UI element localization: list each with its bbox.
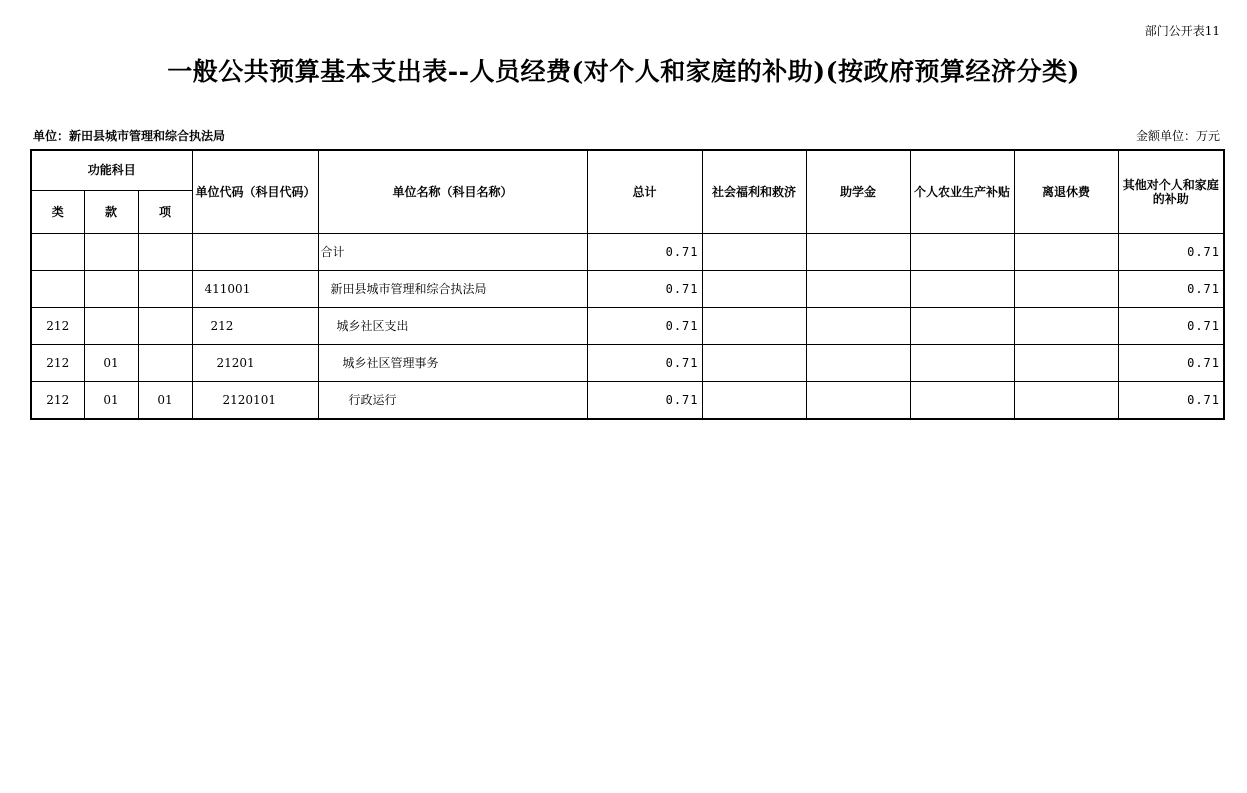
cell-agri (910, 233, 1014, 270)
cell-social (702, 344, 806, 381)
table-row (31, 307, 1224, 344)
header-total: 总计 (587, 150, 702, 233)
cell-kuan: 01 (84, 344, 138, 381)
cell-retire (1014, 381, 1118, 419)
cell-social (702, 307, 806, 344)
cell-kuan (84, 270, 138, 307)
cell-retire (1014, 307, 1118, 344)
cell-scholarship (806, 270, 910, 307)
form-number: 部门公开表11 (1144, 24, 1220, 38)
cell-code: 2120101 (192, 381, 318, 419)
cell-other: 0.71 (1118, 381, 1224, 419)
cell-retire (1014, 270, 1118, 307)
cell-xiang (138, 270, 192, 307)
cell-total: 0.71 (587, 233, 702, 270)
cell-scholarship (806, 233, 910, 270)
cell-scholarship (806, 344, 910, 381)
amount-unit-label: 金额单位：万元 (1135, 129, 1220, 143)
expenditure-table (30, 149, 1225, 420)
header-function-subject: 功能科目 (31, 150, 192, 190)
cell-name: 行政运行 (318, 381, 587, 419)
cell-agri (910, 381, 1014, 419)
table-row (31, 270, 1224, 307)
unit-label: 单位：新田县城市管理和综合执法局 (33, 129, 226, 143)
cell-scholarship (806, 381, 910, 419)
header-kuan: 款 (84, 190, 138, 233)
cell-kuan (84, 307, 138, 344)
cell-other: 0.71 (1118, 233, 1224, 270)
cell-name: 新田县城市管理和综合执法局 (318, 270, 587, 307)
cell-total: 0.71 (587, 344, 702, 381)
cell-other: 0.71 (1118, 270, 1224, 307)
header-unit-code: 单位代码（科目代码） (192, 150, 318, 233)
cell-scholarship (806, 307, 910, 344)
header-other: 其他对个人和家庭的补助 (1118, 150, 1224, 233)
cell-code: 21201 (192, 344, 318, 381)
cell-lei: 212 (31, 381, 84, 419)
cell-lei (31, 270, 84, 307)
header-retirement: 离退休费 (1014, 150, 1118, 233)
table-row (31, 344, 1224, 381)
cell-agri (910, 344, 1014, 381)
cell-code (192, 233, 318, 270)
cell-name: 城乡社区管理事务 (318, 344, 587, 381)
header-scholarship: 助学金 (806, 150, 910, 233)
cell-other: 0.71 (1118, 344, 1224, 381)
cell-code: 212 (192, 307, 318, 344)
cell-code: 411001 (192, 270, 318, 307)
cell-lei: 212 (31, 307, 84, 344)
cell-kuan (84, 233, 138, 270)
cell-retire (1014, 344, 1118, 381)
cell-xiang (138, 307, 192, 344)
table-row (31, 381, 1224, 419)
cell-lei: 212 (31, 344, 84, 381)
header-agri-subsidy: 个人农业生产补贴 (910, 150, 1014, 233)
cell-kuan: 01 (84, 381, 138, 419)
cell-total: 0.71 (587, 270, 702, 307)
cell-lei (31, 233, 84, 270)
cell-social (702, 381, 806, 419)
cell-total: 0.71 (587, 307, 702, 344)
cell-agri (910, 307, 1014, 344)
cell-xiang (138, 233, 192, 270)
header-social-welfare: 社会福利和救济 (702, 150, 806, 233)
cell-total: 0.71 (587, 381, 702, 419)
cell-agri (910, 270, 1014, 307)
cell-other: 0.71 (1118, 307, 1224, 344)
header-xiang: 项 (138, 190, 192, 233)
cell-xiang: 01 (138, 381, 192, 419)
cell-social (702, 270, 806, 307)
header-unit-name: 单位名称（科目名称） (318, 150, 587, 233)
cell-name: 城乡社区支出 (318, 307, 587, 344)
page-title: 一般公共预算基本支出表--人员经费(对个人和家庭的补助)(按政府预算经济分类) (167, 57, 1080, 86)
cell-xiang (138, 344, 192, 381)
cell-social (702, 233, 806, 270)
cell-retire (1014, 233, 1118, 270)
table-row (31, 233, 1224, 270)
header-lei: 类 (31, 190, 84, 233)
cell-name: 合计 (318, 233, 587, 270)
